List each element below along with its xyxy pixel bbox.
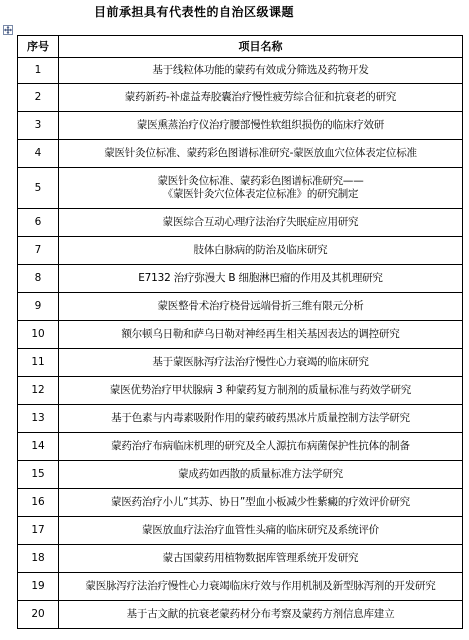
project-name: 蒙医熏蒸治疗仪治疗腰部慢性软组织损伤的临床疗效研 bbox=[59, 112, 463, 140]
header-number: 序号 bbox=[18, 36, 59, 58]
row-number: 1 bbox=[18, 58, 59, 84]
row-number: 5 bbox=[18, 168, 59, 209]
row-number: 8 bbox=[18, 265, 59, 293]
table-move-handle[interactable] bbox=[3, 25, 13, 35]
project-name: 蒙医综合互动心理疗法治疗失眠症应用研究 bbox=[59, 209, 463, 237]
table-row bbox=[18, 237, 463, 265]
row-number: 13 bbox=[18, 405, 59, 433]
table-row bbox=[18, 349, 463, 377]
project-name bbox=[59, 168, 463, 209]
row-number: 9 bbox=[18, 293, 59, 321]
project-name: 基于古文献的抗衰老蒙药材分布考察及蒙药方剂信息库建立 bbox=[59, 601, 463, 629]
table-row bbox=[18, 489, 463, 517]
project-name-line-1: 蒙医针灸位标准、蒙药彩色图谱标准研究—— bbox=[157, 175, 364, 187]
project-name: 肢体白脉病的防治及临床研究 bbox=[59, 237, 463, 265]
project-name: 蒙医针灸位标准、蒙药彩色图谱标准研究-蒙医放血穴位体表定位标准 bbox=[59, 140, 463, 168]
table-row bbox=[18, 209, 463, 237]
row-number: 10 bbox=[18, 321, 59, 349]
table-row bbox=[18, 377, 463, 405]
row-number: 16 bbox=[18, 489, 59, 517]
project-name: 基于色素与内毒素吸附作用的蒙药破药黑冰片质量控制方法学研究 bbox=[59, 405, 463, 433]
project-name: 额尔顿乌日勒和萨乌日勒对神经再生相关基因表达的调控研究 bbox=[59, 321, 463, 349]
table-row bbox=[18, 140, 463, 168]
row-number: 3 bbox=[18, 112, 59, 140]
table-row bbox=[18, 433, 463, 461]
row-number: 14 bbox=[18, 433, 59, 461]
table-row bbox=[18, 293, 463, 321]
project-name: 蒙药治疗布病临床机理的研究及全人源抗布病菌保护性抗体的制备 bbox=[59, 433, 463, 461]
row-number: 11 bbox=[18, 349, 59, 377]
project-name: 基于线粒体功能的蒙药有效成分筛选及药物开发 bbox=[59, 58, 463, 84]
row-number: 7 bbox=[18, 237, 59, 265]
row-number: 17 bbox=[18, 517, 59, 545]
table-row bbox=[18, 112, 463, 140]
table-header-row bbox=[18, 36, 463, 58]
table-row bbox=[18, 321, 463, 349]
table-row bbox=[18, 58, 463, 84]
table-row bbox=[18, 573, 463, 601]
row-number: 2 bbox=[18, 84, 59, 112]
table-row bbox=[18, 405, 463, 433]
projects-table bbox=[17, 35, 463, 629]
project-name: 蒙医优势治疗甲状腺病 3 种蒙药复方制剂的质量标准与药效学研究 bbox=[59, 377, 463, 405]
project-name: 蒙医脉泻疗法治疗慢性心力衰竭临床疗效与作用机制及新型脉泻剂的开发研究 bbox=[59, 573, 463, 601]
row-number: 12 bbox=[18, 377, 59, 405]
table-row bbox=[18, 601, 463, 629]
project-name: 蒙医放血疗法治疗血管性头痛的临床研究及系统评价 bbox=[59, 517, 463, 545]
project-name: 蒙医药治疗小儿“其苏、协日”型血小板减少性紫癜的疗效评价研究 bbox=[59, 489, 463, 517]
row-number: 20 bbox=[18, 601, 59, 629]
document-title: 目前承担具有代表性的自治区级课题 bbox=[94, 5, 295, 19]
project-name: 蒙古国蒙药用植物数据库管理系统开发研究 bbox=[59, 545, 463, 573]
table-row bbox=[18, 168, 463, 209]
table-row bbox=[18, 461, 463, 489]
project-name: 蒙成药如西散的质量标准方法学研究 bbox=[59, 461, 463, 489]
header-project-name: 项目名称 bbox=[59, 36, 463, 58]
table-row bbox=[18, 517, 463, 545]
table-row bbox=[18, 545, 463, 573]
row-number: 4 bbox=[18, 140, 59, 168]
row-number: 18 bbox=[18, 545, 59, 573]
project-name-line-2: 《蒙医针灸穴位体表定位标准》的研究制定 bbox=[162, 188, 359, 200]
row-number: 6 bbox=[18, 209, 59, 237]
project-name: 基于蒙医脉泻疗法治疗慢性心力衰竭的临床研究 bbox=[59, 349, 463, 377]
move-arrows-icon bbox=[4, 26, 12, 34]
project-name: 蒙药新药-补虚益寿胶囊治疗慢性疲劳综合征和抗衰老的研究 bbox=[59, 84, 463, 112]
row-number: 19 bbox=[18, 573, 59, 601]
project-name: E7132 治疗弥漫大 B 细胞淋巴瘤的作用及其机理研究 bbox=[59, 265, 463, 293]
table-row bbox=[18, 265, 463, 293]
project-name: 蒙医整骨术治疗桡骨远端骨折三维有限元分析 bbox=[59, 293, 463, 321]
row-number: 15 bbox=[18, 461, 59, 489]
table-row bbox=[18, 84, 463, 112]
